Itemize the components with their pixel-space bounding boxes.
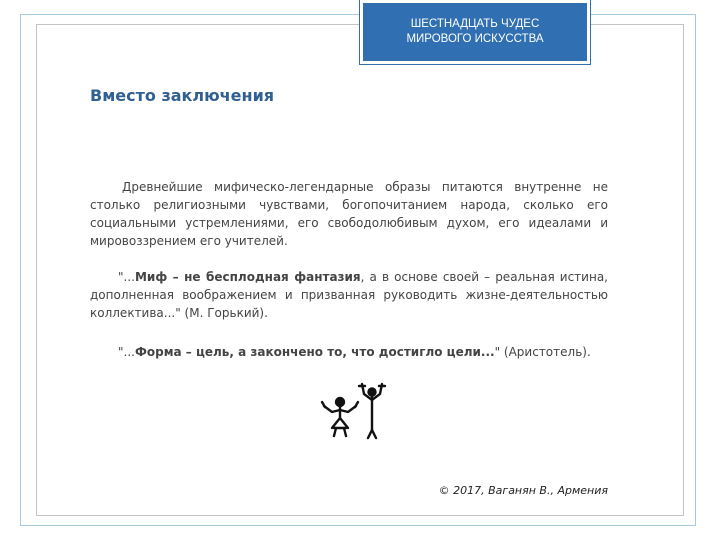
copyright-note: © 2017, Ваганян В., Армения <box>438 484 608 497</box>
quote-gorky-open: "... <box>118 270 135 284</box>
quote-gorky <box>90 268 608 322</box>
petroglyph-figures-icon <box>312 380 392 440</box>
quote-gorky-bold: Миф – не бесплодная фантазия <box>134 270 361 284</box>
quote-gorky-rest: , а в основе своей – реальная истина, дополненная воображением и призванная руководить жизне-деятельностью коллектива..." (М. Горький). <box>90 270 608 320</box>
quote-aristotle-open: "... <box>118 345 135 359</box>
header-line-1: ШЕСТНАДЦАТЬ ЧУДЕС <box>410 18 540 30</box>
paragraph-intro: Древнейшие мифическо-легендарные образы питаются внутренне не столько религиозными чувствами, богопочитанием народа, сколько его социальными устремлениями, его свободолюбивым духом, его идеалами и мировоззрением его учителей. <box>90 180 608 248</box>
quote-aristotle-bold: Форма – цель, а закончено то, что достигло цели... <box>134 345 495 359</box>
header-banner <box>360 0 590 64</box>
header-line-2: МИРОВОГО ИСКУССТВА <box>406 33 544 45</box>
quote-aristotle <box>90 343 608 361</box>
page-title: Вместо заключения <box>90 86 275 105</box>
quote-aristotle-rest: " (Аристотель). <box>494 345 591 359</box>
